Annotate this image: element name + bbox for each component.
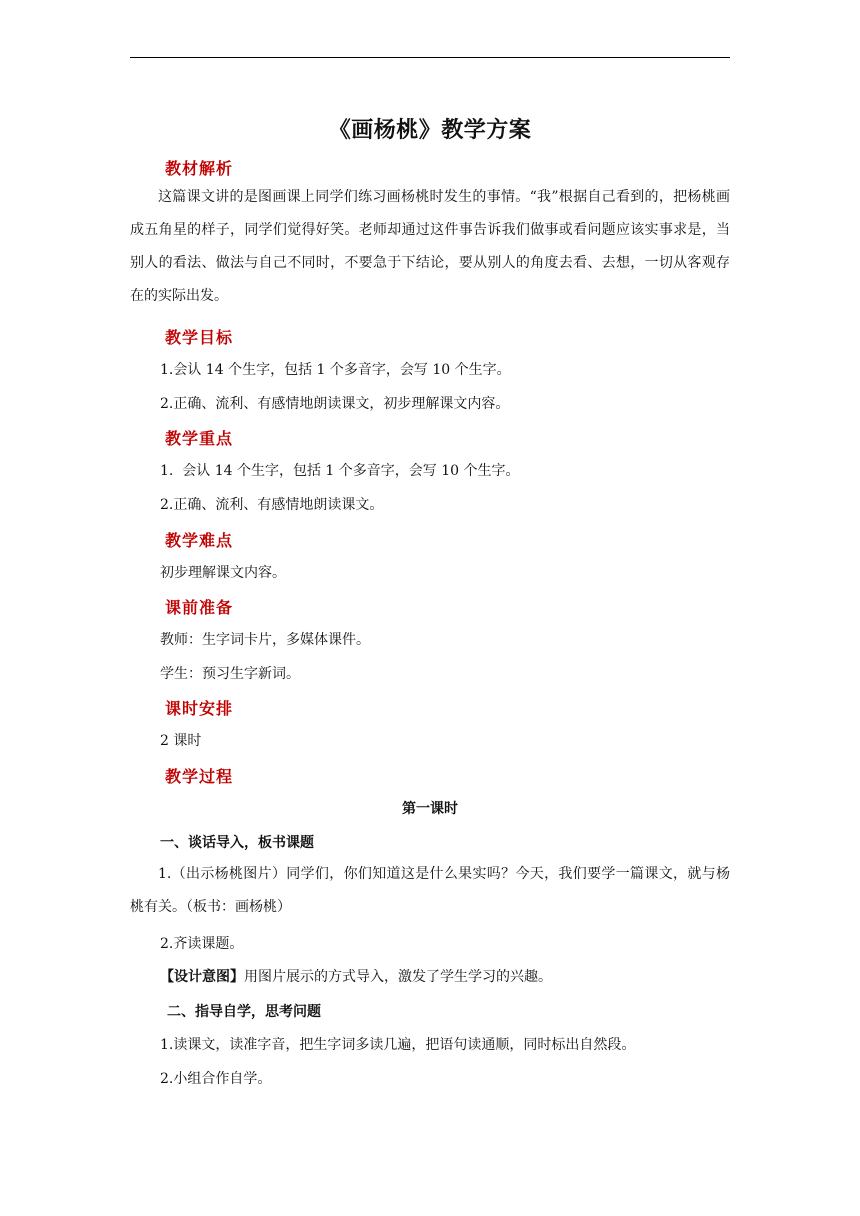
- design-intent-line: [160, 967, 552, 987]
- part1-item2: 2.齐读课题。: [160, 936, 244, 952]
- document-title: 《画杨桃》教学方案: [328, 118, 532, 143]
- section-heading-keypoints: 教学重点: [165, 429, 234, 448]
- difficulties-text: 初步理解课文内容。: [160, 565, 286, 581]
- goal-item-1: 1.会认 14 个生字，包括 1 个多音字，会写 10 个生字。: [160, 362, 511, 378]
- keypoint-item-1: 1. 会认 14 个生字，包括 1 个多音字，会写 10 个生字。: [160, 463, 520, 479]
- schedule-text: 2 课时: [160, 733, 202, 749]
- lesson-title: 第一课时: [402, 801, 458, 817]
- goal-item-2: 2.正确、流利、有感情地朗读课文，初步理解课文内容。: [160, 396, 510, 412]
- section-heading-analysis: 教材解析: [165, 159, 234, 178]
- part2-title: 二、指导自学，思考问题: [167, 1004, 321, 1020]
- section-heading-schedule: 课时安排: [165, 699, 234, 718]
- part1-item1: 1.（出示杨桃图片）同学们，你们知道这是什么果实吗？今天，我们要学一篇课文，就与杨桃有关。（板书：画杨桃）: [130, 866, 730, 915]
- keypoint-item-2: 2.正确、流利、有感情地朗读课文。: [160, 497, 384, 513]
- part1-title: 一、谈话导入，板书课题: [160, 835, 314, 851]
- design-intent-label: 【设计意图】: [160, 969, 244, 985]
- analysis-paragraph: 这篇课文讲的是图画课上同学们练习画杨桃时发生的事情。“我”根据自己看到的，把杨桃画成五角星的样子，同学们觉得好笑。老师却通过这件事告诉我们做事或看问题应该实事求是，当别人的看法、做法与自己不同时，不要急于下结论，要从别人的角度去看、去想，一切从客观存在的实际出发。: [130, 189, 730, 304]
- preparation-teacher: 教师：生字词卡片，多媒体课件。: [160, 632, 370, 648]
- part2-item2: 2.小组合作自学。: [160, 1071, 272, 1087]
- part2-item1: 1.读课文，读准字音，把生字词多读几遍，把语句读通顺，同时标出自然段。: [160, 1037, 636, 1053]
- preparation-student: 学生：预习生字新词。: [160, 666, 300, 682]
- section-heading-preparation: 课前准备: [165, 598, 234, 617]
- design-intent-text: 用图片展示的方式导入，激发了学生学习的兴趣。: [244, 969, 552, 985]
- section-heading-process: 教学过程: [165, 767, 234, 786]
- section-heading-goals: 教学目标: [165, 328, 234, 347]
- section-heading-difficulties: 教学难点: [165, 531, 234, 550]
- header-rule: [130, 57, 730, 58]
